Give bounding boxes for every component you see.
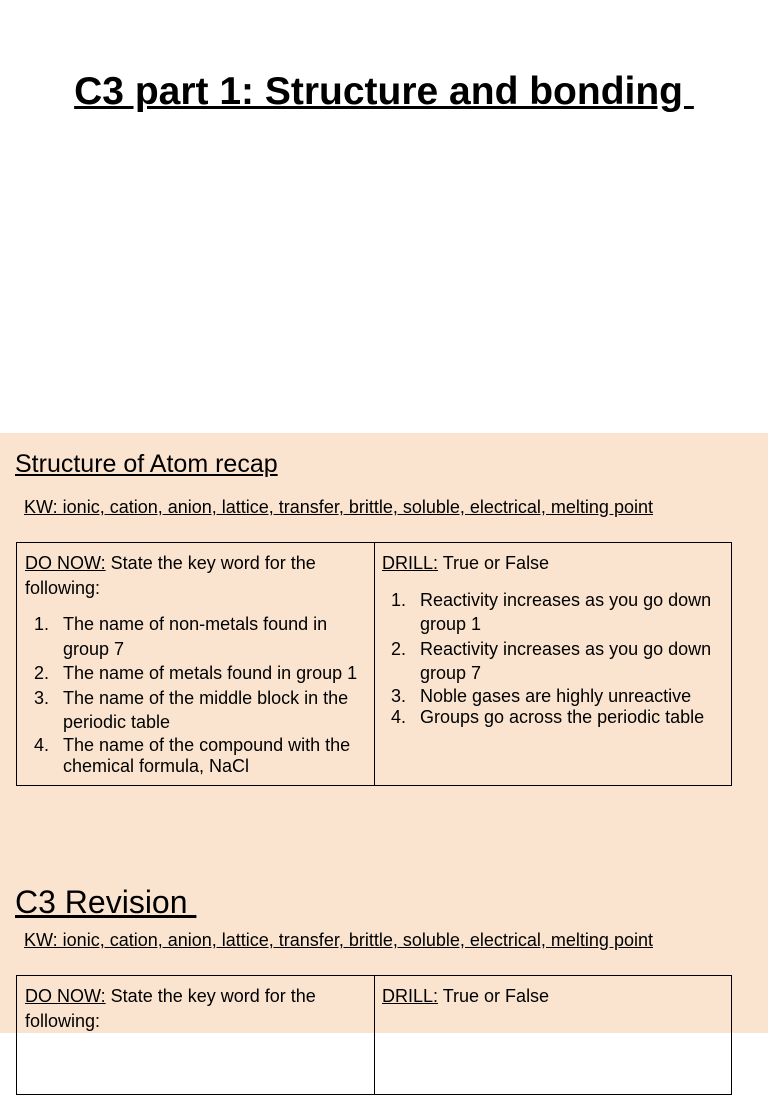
task-table-revision	[16, 975, 732, 1095]
list-item: 2. The name of metals found in group 1	[34, 663, 358, 683]
do-now-cell	[17, 976, 375, 1094]
do-now-list	[25, 612, 367, 777]
list-item: 1. The name of non-metals found in group 7	[34, 614, 328, 659]
do-now-prompt: State the key word for the following:	[25, 553, 316, 598]
list-item: 4. Groups go across the periodic table	[391, 706, 705, 727]
do-now-prompt: State the key word for the following:	[25, 986, 316, 1031]
title-slide	[0, 0, 768, 433]
drill-cell	[375, 976, 731, 1094]
do-now-heading	[25, 551, 367, 600]
drill-label: DRILL:	[382, 553, 439, 573]
do-now-cell	[17, 543, 375, 785]
do-now-label: DO NOW:	[25, 986, 106, 1006]
section-heading: Structure of Atom recap	[15, 450, 278, 478]
page-title: C3 part 1: Structure and bonding	[74, 70, 694, 113]
list-item: 3. The name of the middle block in the periodic table	[34, 687, 349, 732]
drill-heading	[382, 984, 724, 1009]
task-table	[16, 542, 732, 786]
drill-list	[382, 588, 724, 728]
drill-cell	[375, 543, 731, 785]
drill-label: DRILL:	[382, 986, 439, 1006]
drill-prompt: True or False	[438, 553, 550, 573]
list-item: 3. Noble gases are highly unreactive	[391, 685, 692, 706]
section-heading-revision: C3 Revision	[15, 884, 197, 920]
do-now-label: DO NOW:	[25, 553, 106, 573]
list-item: 2. Reactivity increases as you go down group 7	[391, 638, 712, 683]
do-now-heading	[25, 984, 367, 1033]
content-slide	[0, 433, 768, 1033]
drill-heading	[382, 551, 724, 576]
list-item: 4. The name of the compound with the chemical formula, NaCl	[34, 734, 351, 776]
keywords-line: KW: ionic, cation, anion, lattice, transfer, brittle, soluble, electrical, melting point	[24, 497, 653, 517]
drill-prompt: True or False	[438, 986, 550, 1006]
list-item: 1. Reactivity increases as you go down group 1	[391, 589, 712, 634]
keywords-line-revision: KW: ionic, cation, anion, lattice, transfer, brittle, soluble, electrical, melting point	[24, 930, 653, 950]
